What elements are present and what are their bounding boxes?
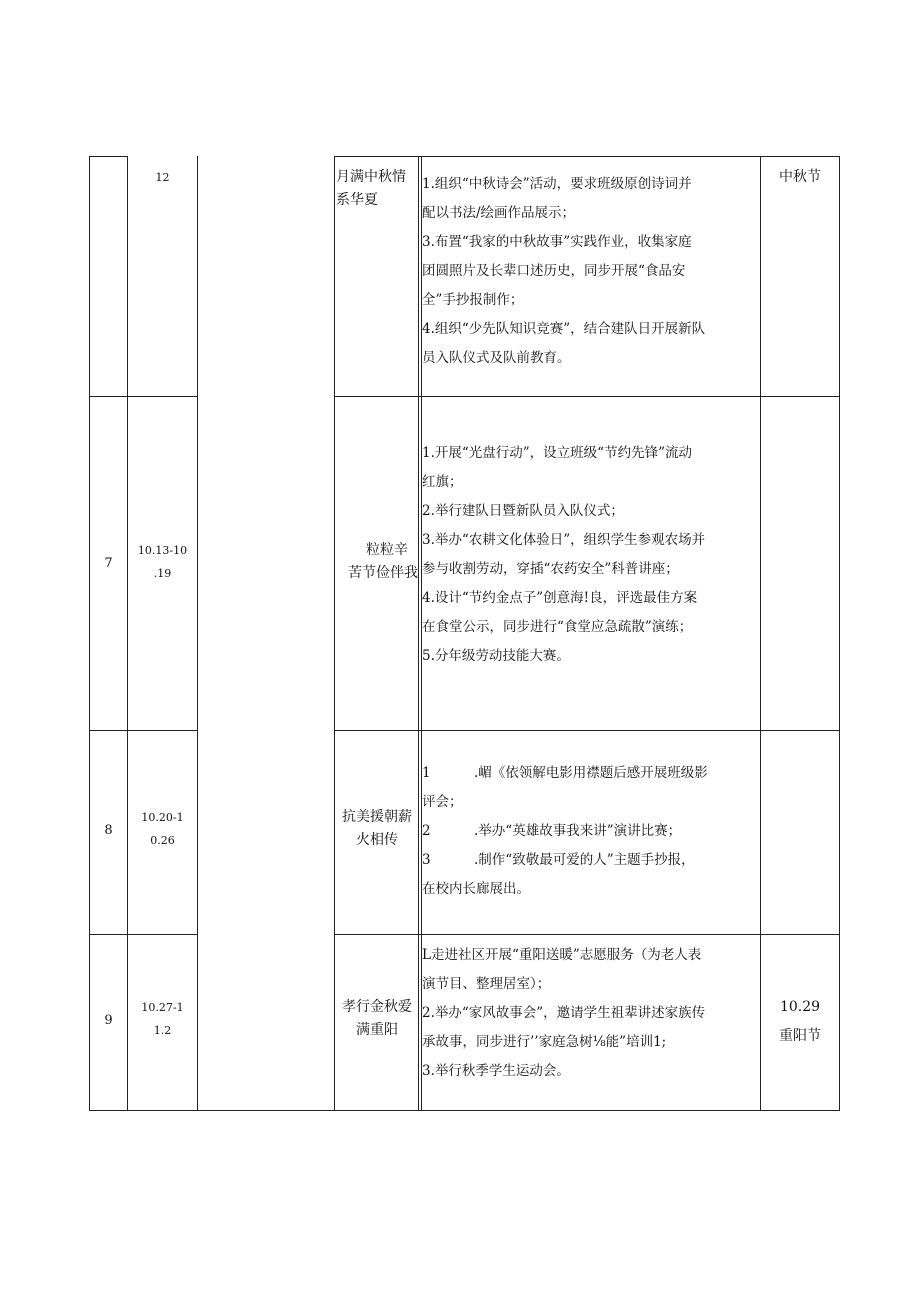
row4-date <box>128 996 197 1042</box>
row2-date <box>128 539 197 585</box>
row4-content <box>422 941 760 1086</box>
row2-num <box>90 552 127 575</box>
row3-date-line: 0.26 <box>150 834 175 847</box>
row1-date <box>128 166 197 189</box>
row1-note <box>761 163 839 192</box>
row4-content-line: 演节目、整理居室）； <box>422 976 551 992</box>
row4-theme <box>336 996 418 1042</box>
row1-date-line: 12 <box>155 171 170 184</box>
row3-item-num: 2 <box>422 823 431 839</box>
row1-content-line: 全”手抄报制作； <box>422 292 524 308</box>
row3-content-line <box>422 846 760 875</box>
row4-date-line: 1.2 <box>153 1024 172 1037</box>
row2-content-line: 红旗； <box>422 474 463 490</box>
row3-item-text: .举办“英雄故事我来讲”演讲比赛； <box>474 823 682 839</box>
row1-theme-line: 月满中秋情 <box>336 169 406 185</box>
row2-theme-line: 粒粒辛 <box>366 542 408 558</box>
row3-num <box>90 819 127 842</box>
row3-date-line: 10.20-1 <box>141 811 184 824</box>
row2-date-line: 10.13-10 <box>137 544 188 557</box>
row3-item-text: 在校内长廊展出。 <box>422 881 530 897</box>
row1-note-line: 中秋节 <box>779 169 821 185</box>
row1-content-line: 1.组织“中秋诗会”活动，要求班级原创诗词并 <box>422 176 692 192</box>
row1-content-line: 团圆照片及长辈口述历史，同步开展“食品安 <box>422 263 686 279</box>
row4-date-line: 10.27-1 <box>141 1001 184 1014</box>
row2-num-text: 7 <box>104 556 113 571</box>
row3-content-line <box>422 817 760 846</box>
row1-content-line: 3.布置“我家的中秋故事”实践作业，收集家庭 <box>422 234 692 250</box>
row3-item-text: 评会； <box>422 794 463 810</box>
row4-theme-line: 孝行金秋爱 <box>342 999 412 1015</box>
row2-content-line: 4.设计“节约金点子”创意海!良，评选最佳方案 <box>422 590 698 606</box>
row4-num <box>90 1009 127 1032</box>
row2-content-line: 参与收割劳动，穿插“农药安全”科普讲座； <box>422 561 679 577</box>
row4-content-line: 承故事，同步进行’’家庭急树⅛能”培训1; <box>422 1034 667 1050</box>
row3-content-line <box>422 788 760 817</box>
row1-theme <box>336 166 418 212</box>
row4-content-line: 2.举办“家风故事会”，邀请学生祖辈讲述家族传 <box>422 1005 706 1021</box>
row3-content-line <box>422 875 760 904</box>
row1-content-line: 4.组织“少先队知识竞赛”，结合建队日开展新队 <box>422 321 706 337</box>
row3-theme-line: 抗美援朝薪 <box>342 809 412 825</box>
row2-content-line: 5.分年级劳动技能大赛。 <box>422 648 570 664</box>
row3-num-text: 8 <box>104 823 113 838</box>
row1-content-line: 配以书法/绘画作品展示； <box>422 205 576 221</box>
row1-content <box>422 170 760 373</box>
row2-content-line: 2.举行建队日暨新队员入队仪式； <box>422 503 624 519</box>
row4-content-line: 3.举行秋季学生运动会。 <box>422 1063 570 1079</box>
row1-theme-line: 系华夏 <box>336 192 378 208</box>
row2-theme-line: 苦节俭伴我 <box>348 565 418 581</box>
row3-date <box>128 806 197 852</box>
row3-theme <box>336 806 418 852</box>
row2-content-line: 3.举办“农耕文化体验日”，组织学生参观农场并 <box>422 532 706 548</box>
row4-theme-line: 满重阳 <box>356 1022 398 1038</box>
row2-theme <box>336 539 418 585</box>
row4-note <box>761 993 839 1051</box>
row2-content-line: 1.开展“光盘行动”，设立班级“节约先锋”流动 <box>422 445 692 461</box>
row3-item-text: .嵋《依领解电影用襟题后感开展班级影 <box>474 765 708 781</box>
row2-content <box>422 439 760 671</box>
row3-item-num: 1 <box>422 765 431 781</box>
row3-theme-line: 火相传 <box>356 832 398 848</box>
row4-num-text: 9 <box>104 1013 113 1028</box>
row3-item-num: 3 <box>422 852 431 868</box>
row2-content-line: 在食堂公示，同步进行“食堂应急疏散”演练； <box>422 619 693 635</box>
row4-content-line: L走进社区开展“重阳送暖”志愿服务（为老人表 <box>422 947 702 963</box>
row3-item-text: .制作“致敬最可爱的人”主题手抄报， <box>474 852 695 868</box>
row4-note-line: 10.29 <box>779 999 821 1015</box>
row2-date-line: .19 <box>153 567 172 580</box>
row1-content-line: 员入队仪式及队前教育。 <box>422 350 571 366</box>
row4-note-line: 重阳节 <box>779 1028 821 1044</box>
row3-content-line <box>422 759 760 788</box>
row3-content <box>422 759 760 904</box>
